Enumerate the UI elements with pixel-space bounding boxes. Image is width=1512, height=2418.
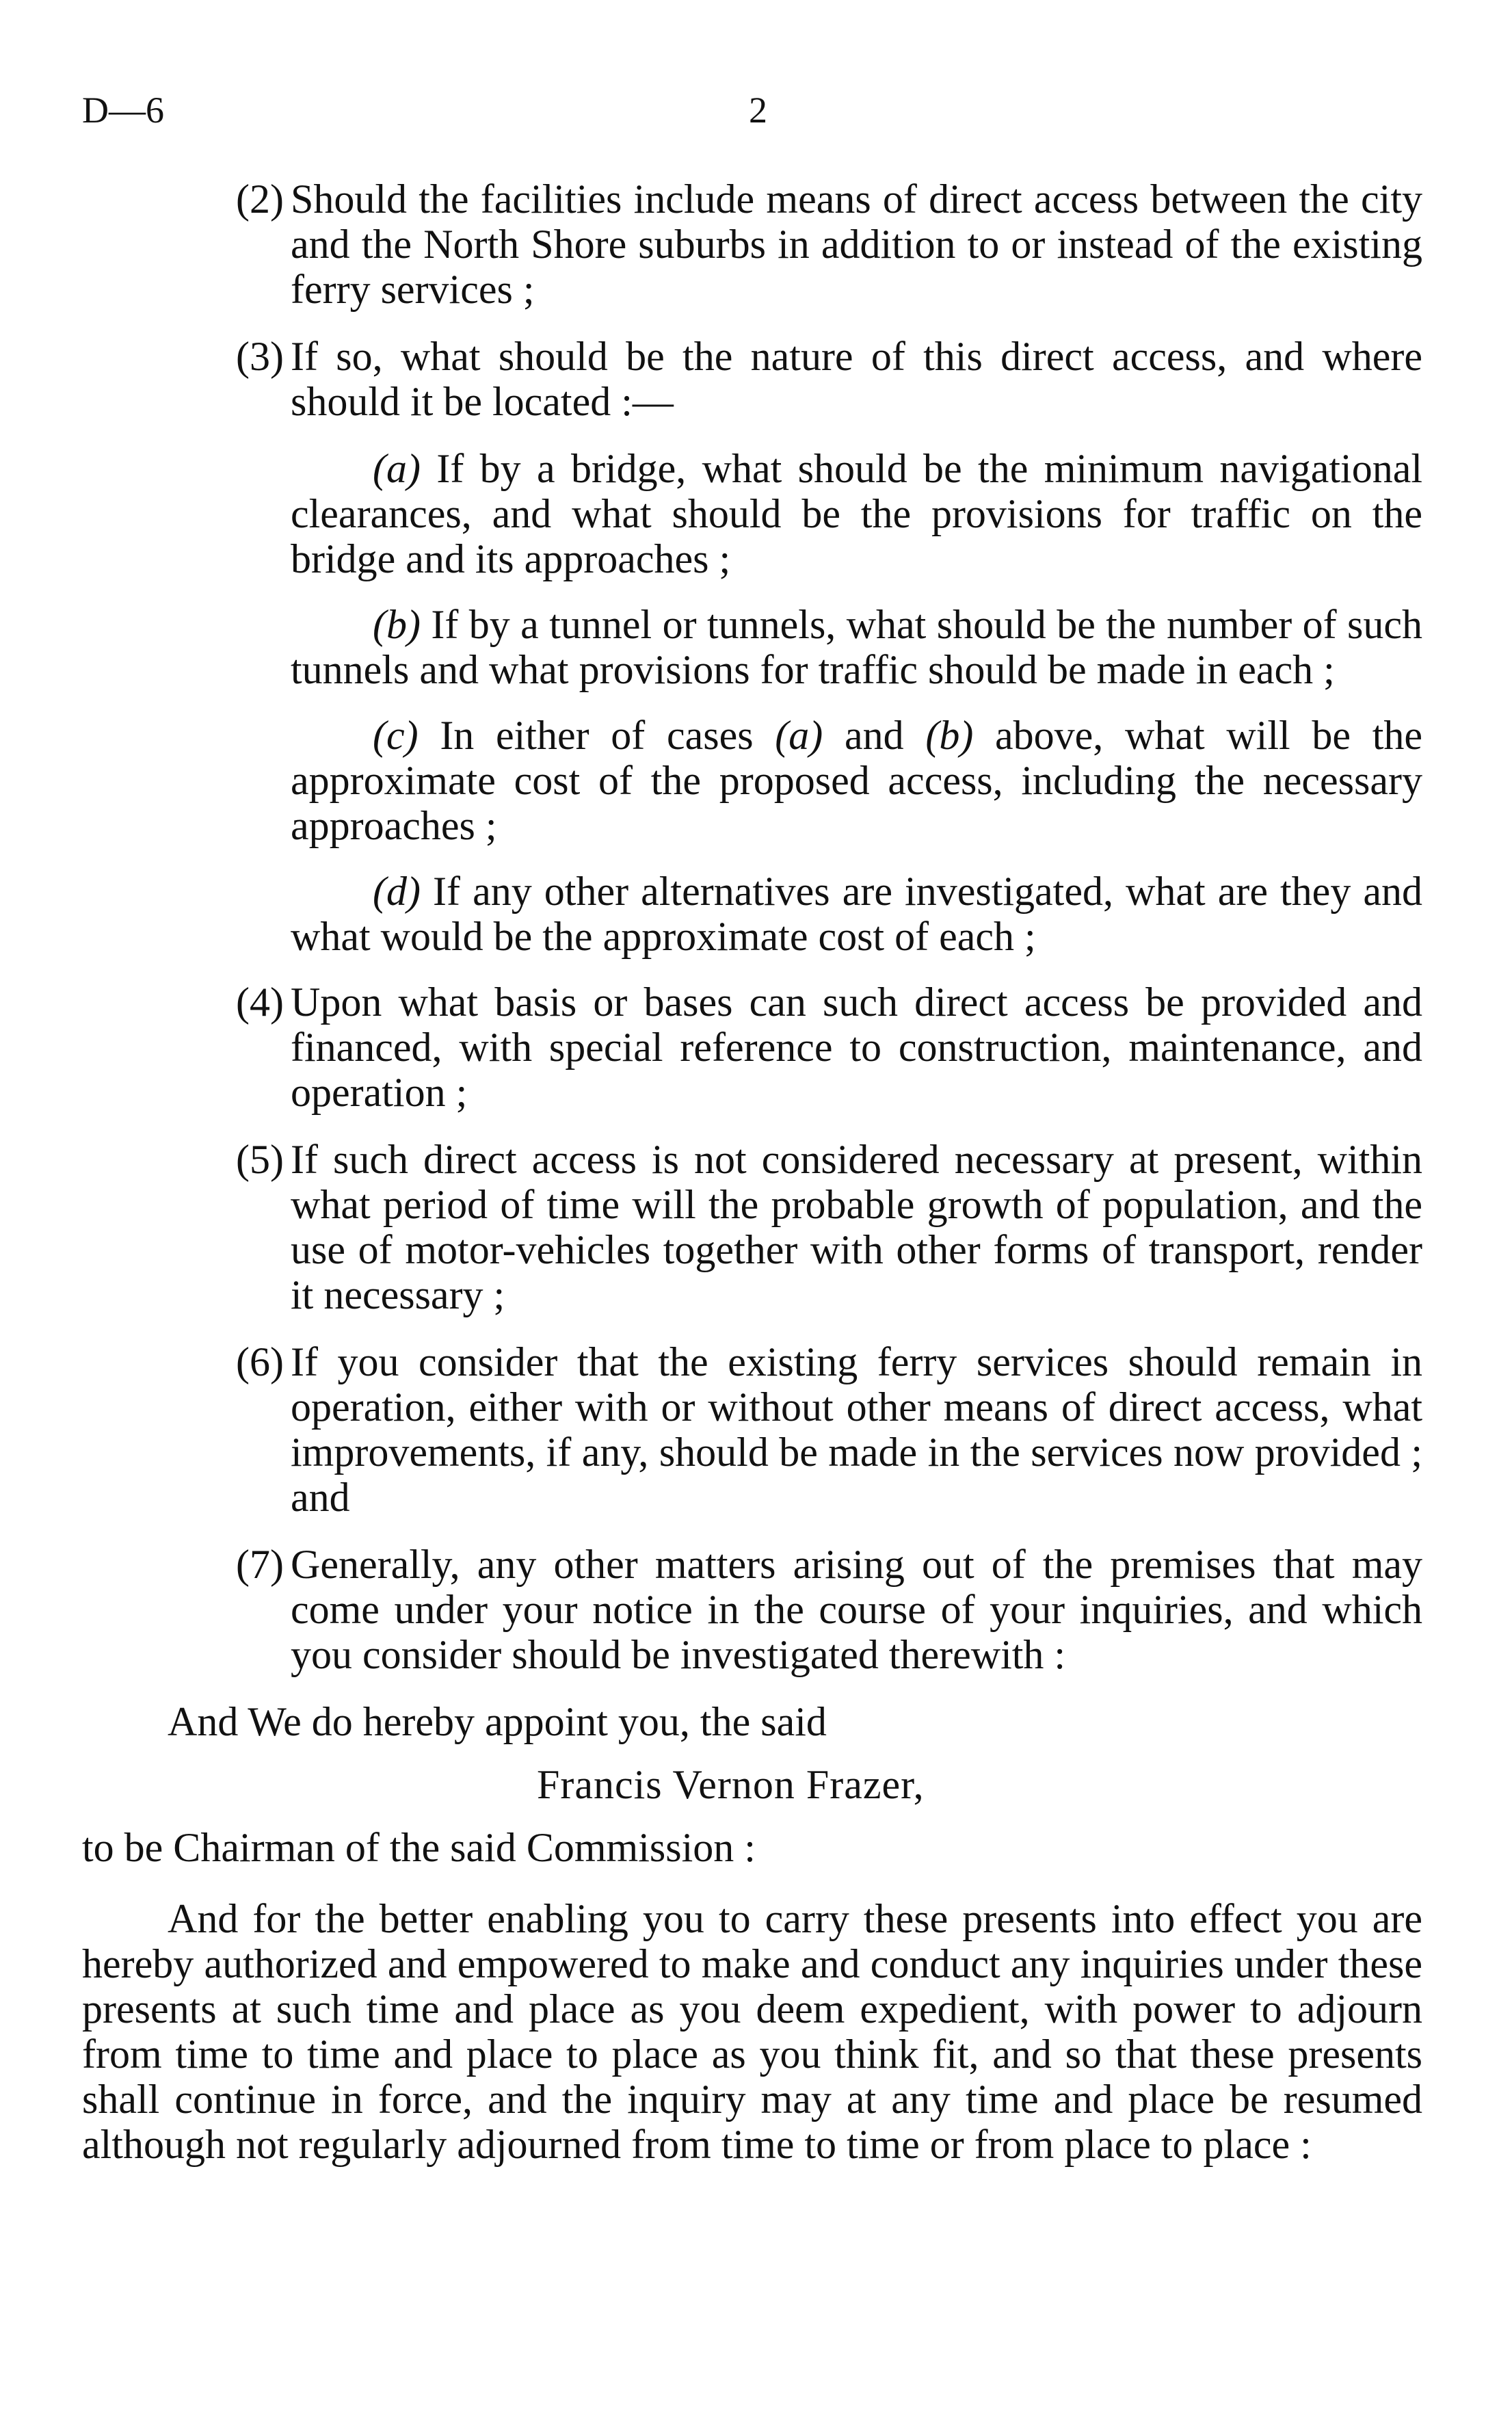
page-body <box>82 176 1422 2167</box>
item-number: (6) <box>236 1339 284 1384</box>
item-text: If such direct access is not considered necessary at present, within what period of time will the probable growth of population, and the use of motor-vehicles together with other forms of transport, render it necessary ; <box>291 1137 1422 1317</box>
list-item <box>82 1137 1422 1317</box>
page-number: 2 <box>749 90 767 131</box>
sub-item-text: above, what will be the approximate cost of the proposed access, including the necessary approaches ; <box>291 713 1423 848</box>
sub-item-letter: (d) <box>373 869 421 914</box>
item-number: (5) <box>236 1137 284 1182</box>
sub-item-letter: (a) <box>373 446 421 491</box>
page-header <box>82 89 1422 144</box>
item-text: Upon what basis or bases can such direct access be provided and financed, with special reference to construction, maintenance, and operation ; <box>291 980 1422 1115</box>
list-item <box>82 334 1422 424</box>
sub-item-text: In either of cases <box>440 713 754 758</box>
sub-item <box>82 713 1422 848</box>
appointment-clause: And We do hereby appoint you, the said <box>168 1699 827 1744</box>
sub-item-text: If by a bridge, what should be the minimum navigational clearances, and what should be the provisions for traffic on the bridge and its approaches ; <box>291 446 1422 581</box>
sub-item-letter: (b) <box>373 602 421 647</box>
list-item <box>82 176 1422 312</box>
item-number: (4) <box>236 980 284 1025</box>
sub-item-text: and <box>844 713 904 758</box>
sub-item <box>82 869 1422 959</box>
document-reference: D—6 <box>82 90 164 131</box>
sub-item-ref-b: (b) <box>925 713 974 758</box>
list-item <box>82 1542 1422 1677</box>
list-item <box>82 980 1422 1115</box>
closing-paragraph: And for the better enabling you to carry these presents into effect you are hereby authorized and empowered to make and conduct any inquiries under these presents at such time and place as you deem expedient, with power to adjourn from time to time and place to place as you think fit, and so that these presents shall continue in force, and the inquiry may at any time and place be resumed although not regularly adjourned from time to time or from place to place : <box>82 1896 1422 2167</box>
item-number: (7) <box>236 1542 284 1587</box>
list-item <box>82 1339 1422 1520</box>
item-text: If so, what should be the nature of this direct access, and where should it be located :— <box>291 334 1422 424</box>
item-text: Generally, any other matters arising out of the premises that may come under your notice in the course of your inquiries, and which you consider should be investigated therewith : <box>291 1542 1422 1677</box>
appointment-role: to be Chairman of the said Commission : <box>82 1825 756 1870</box>
item-text: If you consider that the existing ferry services should remain in operation, either with or without other means of direct access, what improvements, if any, should be made in the services now provided ; and <box>291 1339 1422 1520</box>
sub-item <box>82 602 1422 692</box>
item-number: (2) <box>236 176 284 222</box>
item-number: (3) <box>236 334 284 379</box>
sub-item-ref-a: (a) <box>775 713 823 758</box>
sub-item-letter: (c) <box>373 713 419 758</box>
sub-item-text: If any other alternatives are investigated, what are they and what would be the approximate cost of each ; <box>291 869 1423 959</box>
sub-item-text: If by a tunnel or tunnels, what should be the number of such tunnels and what provisions for traffic should be made in each ; <box>291 602 1423 692</box>
item-text: Should the facilities include means of direct access between the city and the North Shore suburbs in addition to or instead of the existing ferry services ; <box>291 176 1422 312</box>
sub-item <box>82 446 1422 581</box>
appointee-name: Francis Vernon Frazer, <box>537 1762 925 1807</box>
